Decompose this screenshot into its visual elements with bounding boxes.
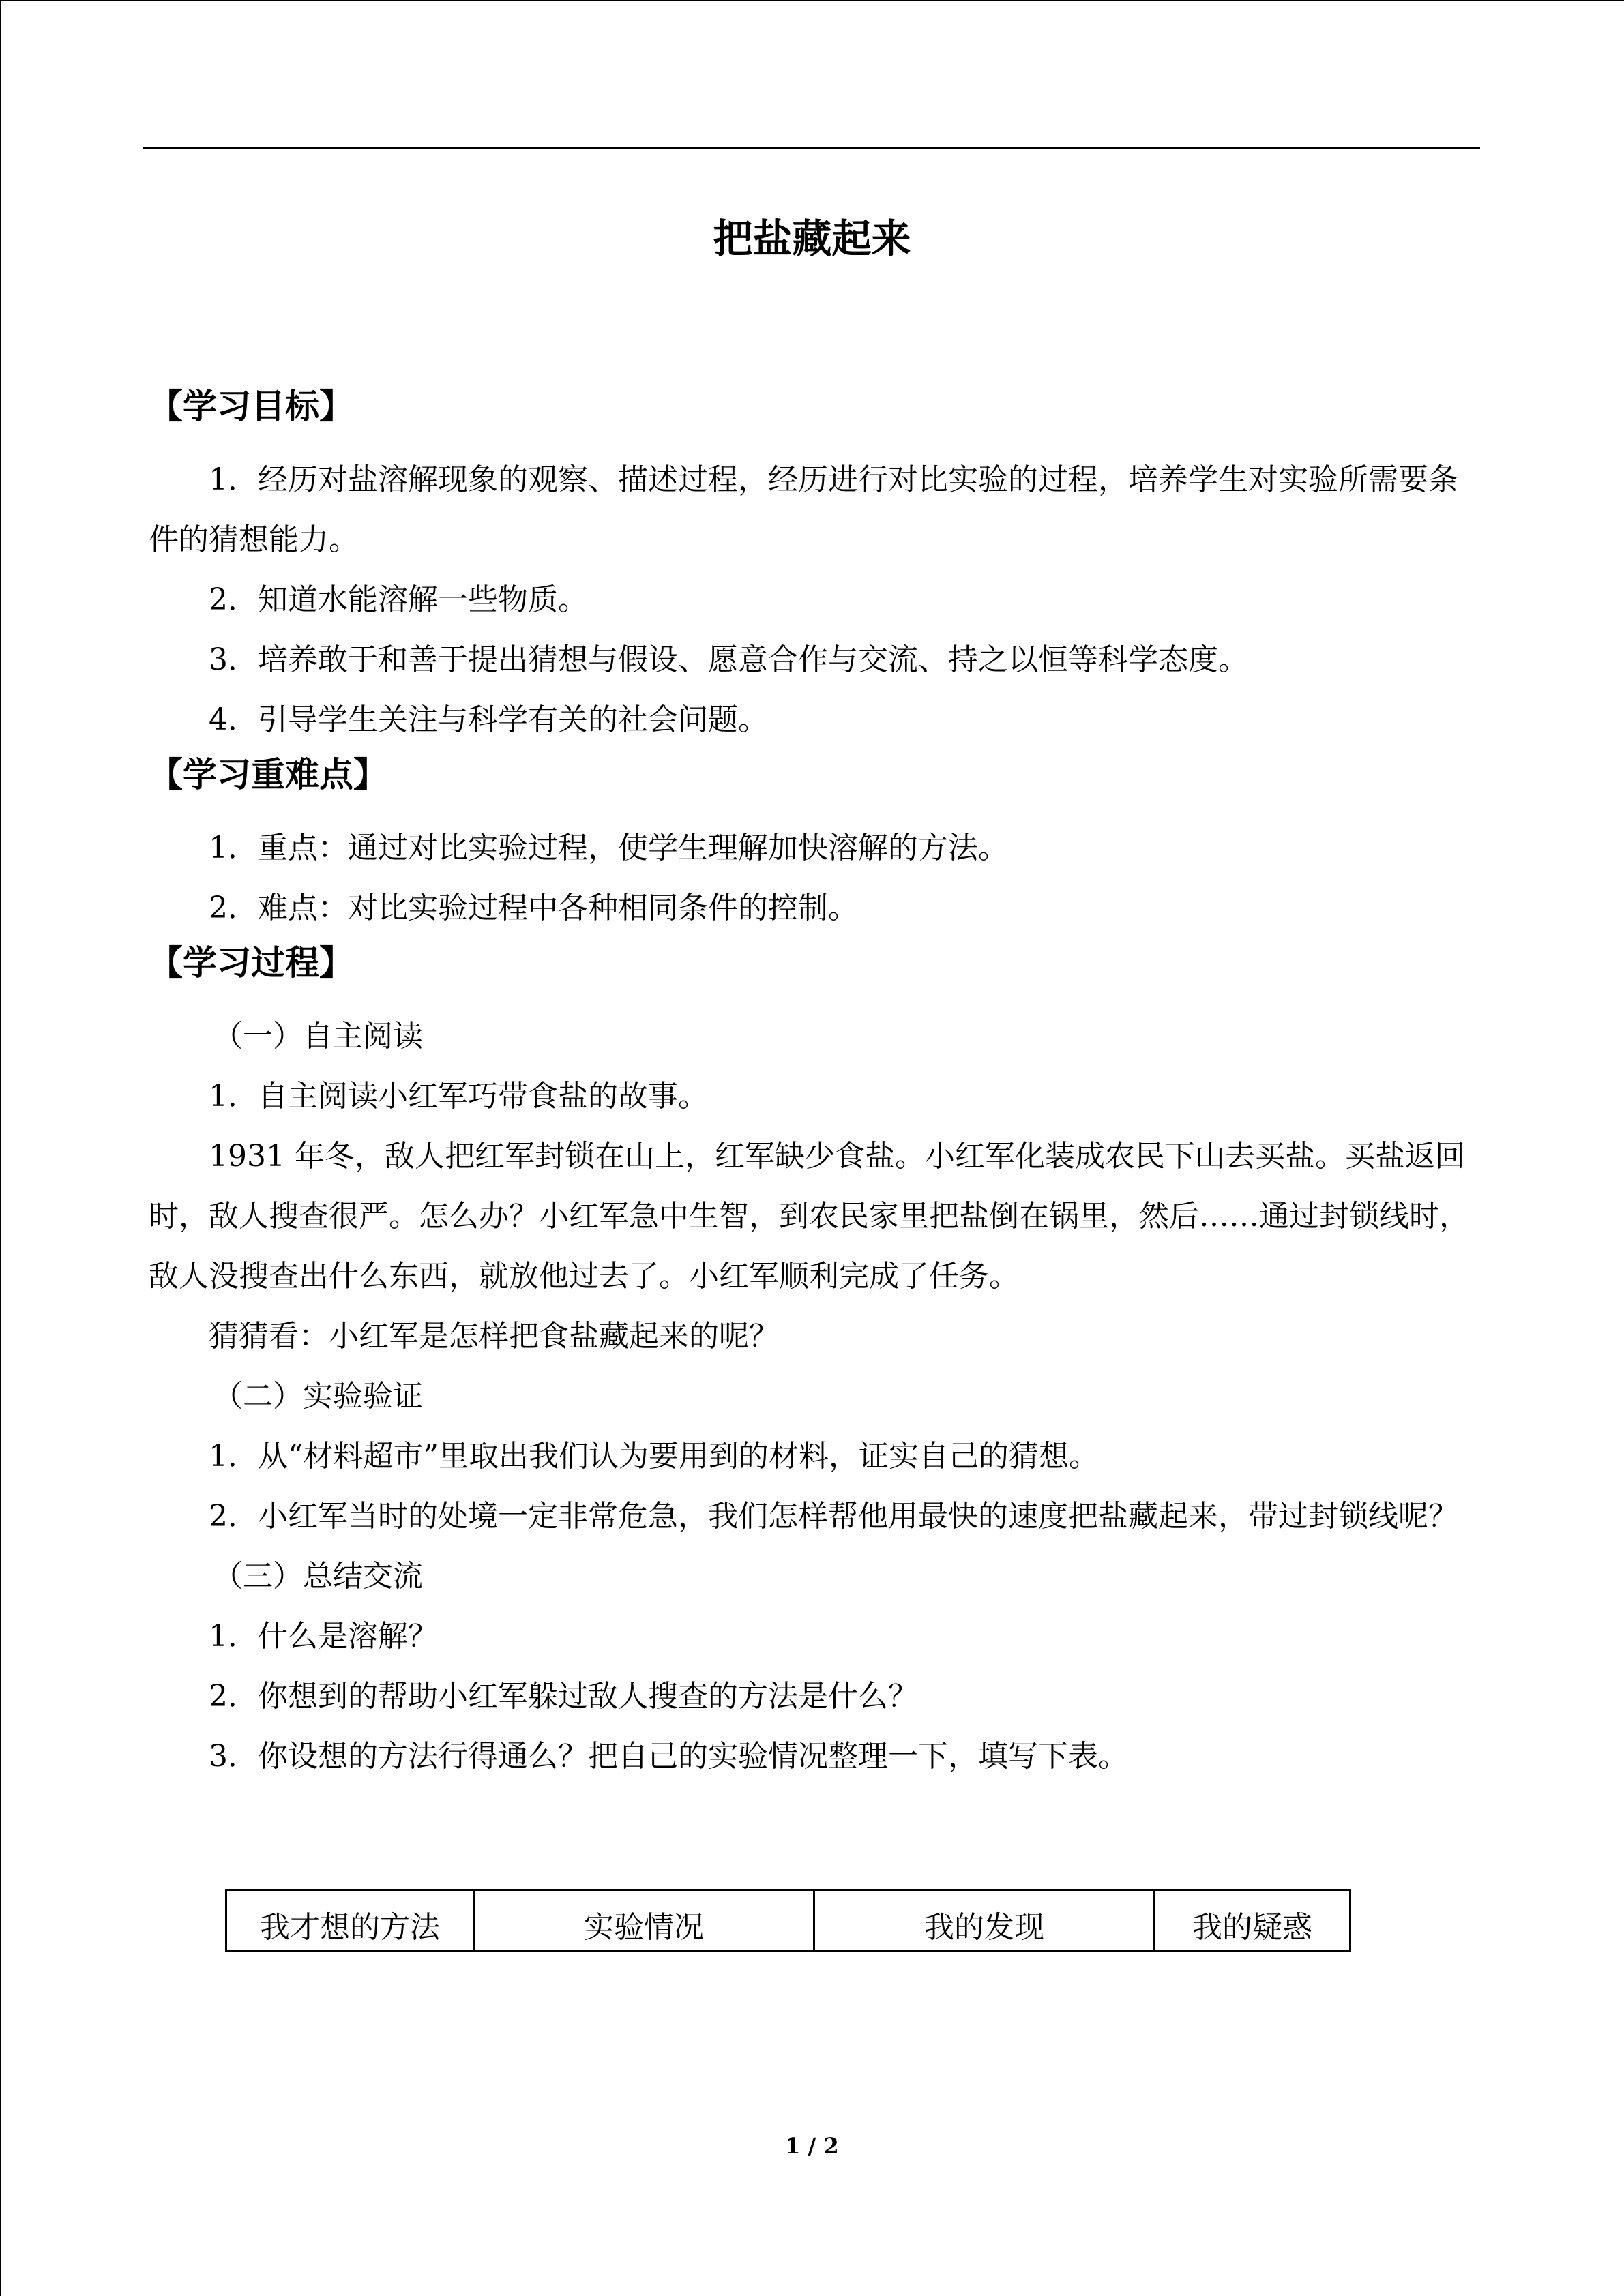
process-part1-story: 1931 年冬，敌人把红军封锁在山上，红军缺少食盐。小红军化装成农民下山去买盐。买盐返回时，敌人搜查很严。怎么办？小红军急中生智，到农民家里把盐倒在锅里，然后……通过封锁线时，敌人没搜查出什么东西，就放他过去了。小红军顺利完成了任务。 bbox=[149, 1139, 1469, 1294]
goal-item-2: 2．知道水能溶解一些物质。 bbox=[209, 582, 588, 617]
keypoint-item-1: 1．重点：通过对比实验过程，使学生理解加快溶解的方法。 bbox=[209, 831, 1008, 865]
process-part3-item2: 2．你想到的帮助小红军躲过敌人搜查的方法是什么？ bbox=[209, 1679, 918, 1714]
table-header-row bbox=[226, 1890, 1350, 1951]
process-part1-label: （一）自主阅读 bbox=[213, 1019, 423, 1054]
page-border-top bbox=[0, 0, 1624, 1]
process-part1-guess: 猜猜看：小红军是怎样把食盐藏起来的呢？ bbox=[209, 1319, 779, 1354]
document-body bbox=[149, 382, 1479, 1787]
process-part3-label: （三）总结交流 bbox=[213, 1559, 423, 1594]
page-title: 把盐藏起来 bbox=[713, 215, 911, 262]
process-part3-item3: 3．你设想的方法行得通么？把自己的实验情况整理一下，填写下表。 bbox=[209, 1739, 1128, 1774]
goal-item-4: 4．引导学生关注与科学有关的社会问题。 bbox=[209, 702, 768, 737]
section-heading-keypoints: 【学习重难点】 bbox=[149, 755, 387, 794]
goal-item-3: 3．培养敢于和善于提出猜想与假设、愿意合作与交流、持之以恒等科学态度。 bbox=[209, 642, 1248, 677]
experiment-table bbox=[225, 1889, 1351, 1952]
process-part2-label: （二）实验验证 bbox=[213, 1379, 423, 1414]
page-number: 1 / 2 bbox=[785, 2133, 839, 2159]
header-rule bbox=[143, 147, 1480, 149]
table-header-cell: 我的发现 bbox=[814, 1890, 1155, 1951]
process-part2-item1: 1．从“材料超市”里取出我们认为要用到的材料，证实自己的猜想。 bbox=[209, 1439, 1099, 1474]
page-border-left bbox=[0, 0, 1, 2296]
process-part2-item2: 2．小红军当时的处境一定非常危急，我们怎样帮他用最快的速度把盐藏起来，带过封锁线呢？ bbox=[209, 1499, 1458, 1534]
process-part3-item1: 1．什么是溶解？ bbox=[209, 1619, 438, 1654]
section-heading-goals: 【学习目标】 bbox=[149, 387, 353, 426]
table-header-cell: 我的疑惑 bbox=[1155, 1890, 1350, 1951]
process-part1-item1: 1．自主阅读小红军巧带食盐的故事。 bbox=[209, 1079, 708, 1114]
table-header-cell: 我才想的方法 bbox=[226, 1890, 474, 1951]
goal-item-1: 1．经历对盐溶解现象的观察、描述过程，经历进行对比实验的过程，培养学生对实验所需要条件的猜想能力。 bbox=[149, 462, 1458, 557]
table-header-cell: 实验情况 bbox=[474, 1890, 814, 1951]
keypoint-item-2: 2．难点：对比实验过程中各种相同条件的控制。 bbox=[209, 891, 858, 925]
section-heading-process: 【学习过程】 bbox=[149, 943, 353, 983]
